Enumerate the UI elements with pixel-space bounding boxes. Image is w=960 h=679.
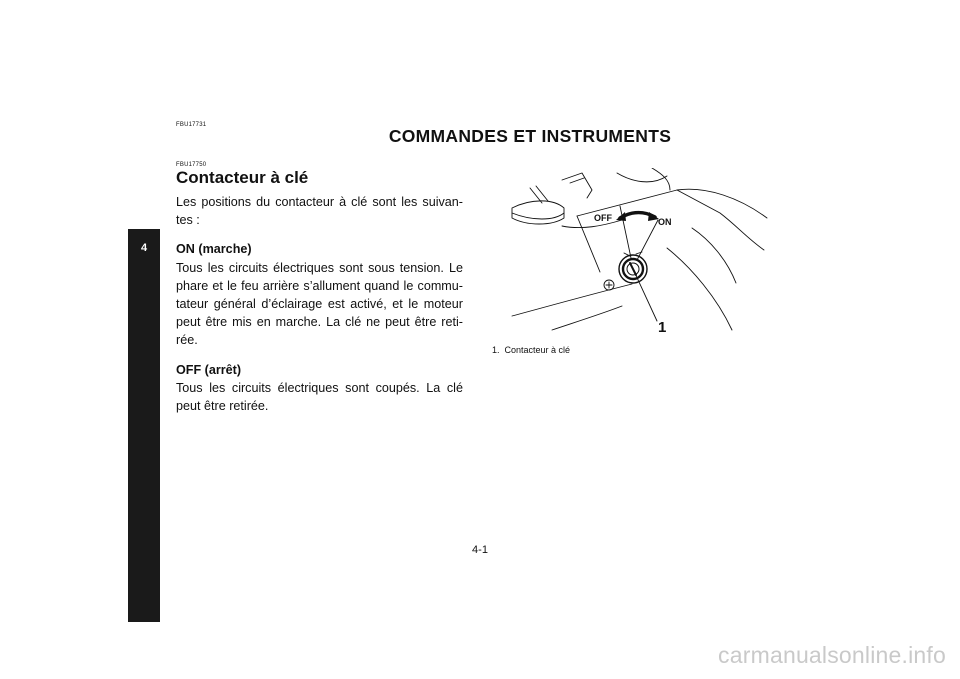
figure-label-on: ON — [658, 217, 672, 227]
body-text — [176, 193, 463, 415]
caption-text: Contacteur à clé — [504, 345, 571, 355]
section-title: Contacteur à clé — [176, 168, 309, 187]
on-description: Tous les circuits électriques sont sous tension. Le phare et le feu arrière s’allument quand le commu-tateur général d’éclairage est activé, et le moteur peut être mis en marche. La clé ne peut être reti-rée. — [176, 260, 463, 348]
chapter-tab-number: 4 — [140, 242, 148, 254]
page-number: 4-1 — [472, 544, 488, 556]
chapter-code: FBU17731 — [176, 122, 207, 128]
chapter-title: COMMANDES ET INSTRUMENTS — [388, 126, 672, 146]
off-description: Tous les circuits électriques sont coupés. La clé peut être retirée. — [176, 380, 463, 414]
intro-paragraph: Les positions du contacteur à clé sont les suivan-tes : — [176, 195, 463, 228]
section-code: FBU17750 — [176, 162, 207, 168]
watermark-text: carmanualsonline.info — [718, 642, 946, 668]
figure-caption — [492, 345, 570, 355]
caption-number: 1. — [492, 345, 500, 355]
key-switch-illustration — [492, 168, 792, 343]
figure-label-off: OFF — [594, 213, 612, 223]
chapter-tab — [128, 229, 160, 622]
figure-callout-number: 1 — [658, 319, 667, 336]
on-term: ON (marche) — [176, 242, 252, 257]
off-term: OFF (arrêt) — [176, 362, 242, 377]
